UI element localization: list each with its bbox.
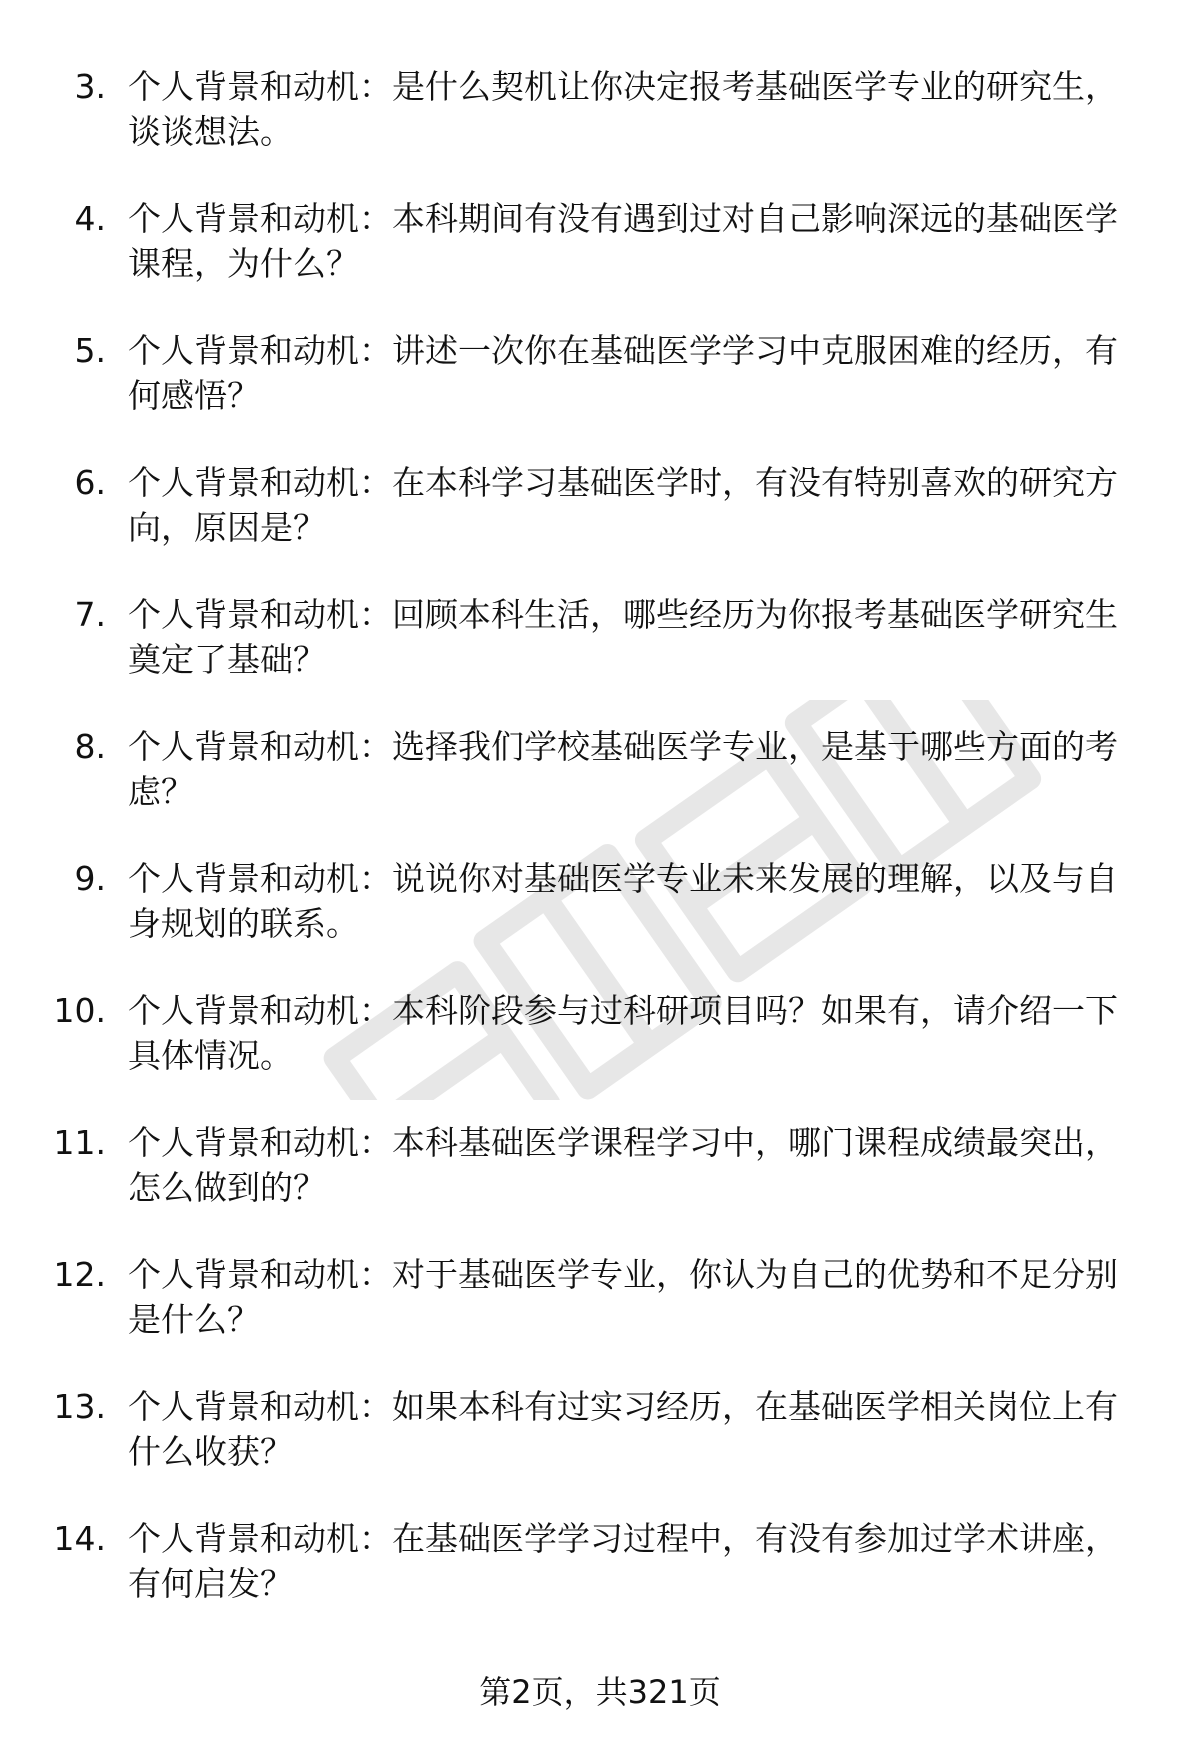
question-text: 个人背景和动机：在基础医学学习过程中，有没有参加过学术讲座，有何启发？ [128,1519,1118,1603]
question-number: 3. [74,67,106,106]
question-item [0,848,1200,980]
question-text: 个人背景和动机：回顾本科生活，哪些经历为你报考基础医学研究生奠定了基础？ [128,595,1118,679]
question-number: 12. [53,1255,106,1294]
question-number: 4. [74,199,106,238]
question-number: 7. [74,595,106,634]
question-number: 6. [74,463,106,502]
question-number: 9. [74,859,106,898]
question-item [0,716,1200,848]
question-text: 个人背景和动机：如果本科有过实习经历，在基础医学相关岗位上有什么收获？ [128,1387,1118,1471]
question-text: 个人背景和动机：在本科学习基础医学时，有没有特别喜欢的研究方向，原因是？ [128,463,1118,547]
question-text: 个人背景和动机：讲述一次你在基础医学学习中克服困难的经历，有何感悟？ [128,331,1118,415]
question-text: 个人背景和动机：本科基础医学课程学习中，哪门课程成绩最突出，怎么做到的？ [128,1123,1118,1207]
question-item [0,188,1200,320]
question-item [0,320,1200,452]
question-item [0,980,1200,1112]
page-footer: 第2页，共321页 [479,1673,721,1711]
question-text: 个人背景和动机：本科期间有没有遇到过对自己影响深远的基础医学课程，为什么？ [128,199,1118,283]
question-list [0,56,1200,1640]
question-item [0,56,1200,188]
question-item [0,1508,1200,1640]
question-number: 8. [74,727,106,766]
question-number: 10. [53,991,106,1030]
question-item [0,584,1200,716]
question-text: 个人背景和动机：对于基础医学专业，你认为自己的优势和不足分别是什么？ [128,1255,1118,1339]
question-number: 14. [53,1519,106,1558]
question-item [0,1244,1200,1376]
question-item [0,452,1200,584]
question-text: 个人背景和动机：说说你对基础医学专业未来发展的理解，以及与自身规划的联系。 [128,859,1118,943]
question-text: 个人背景和动机：是什么契机让你决定报考基础医学专业的研究生，谈谈想法。 [128,67,1118,151]
question-number: 13. [53,1387,106,1426]
question-text: 个人背景和动机：选择我们学校基础医学专业，是基于哪些方面的考虑？ [128,727,1118,811]
question-text: 个人背景和动机：本科阶段参与过科研项目吗？如果有，请介绍一下具体情况。 [128,991,1118,1075]
question-number: 11. [53,1123,106,1162]
question-item [0,1112,1200,1244]
question-number: 5. [74,331,106,370]
question-item [0,1376,1200,1508]
